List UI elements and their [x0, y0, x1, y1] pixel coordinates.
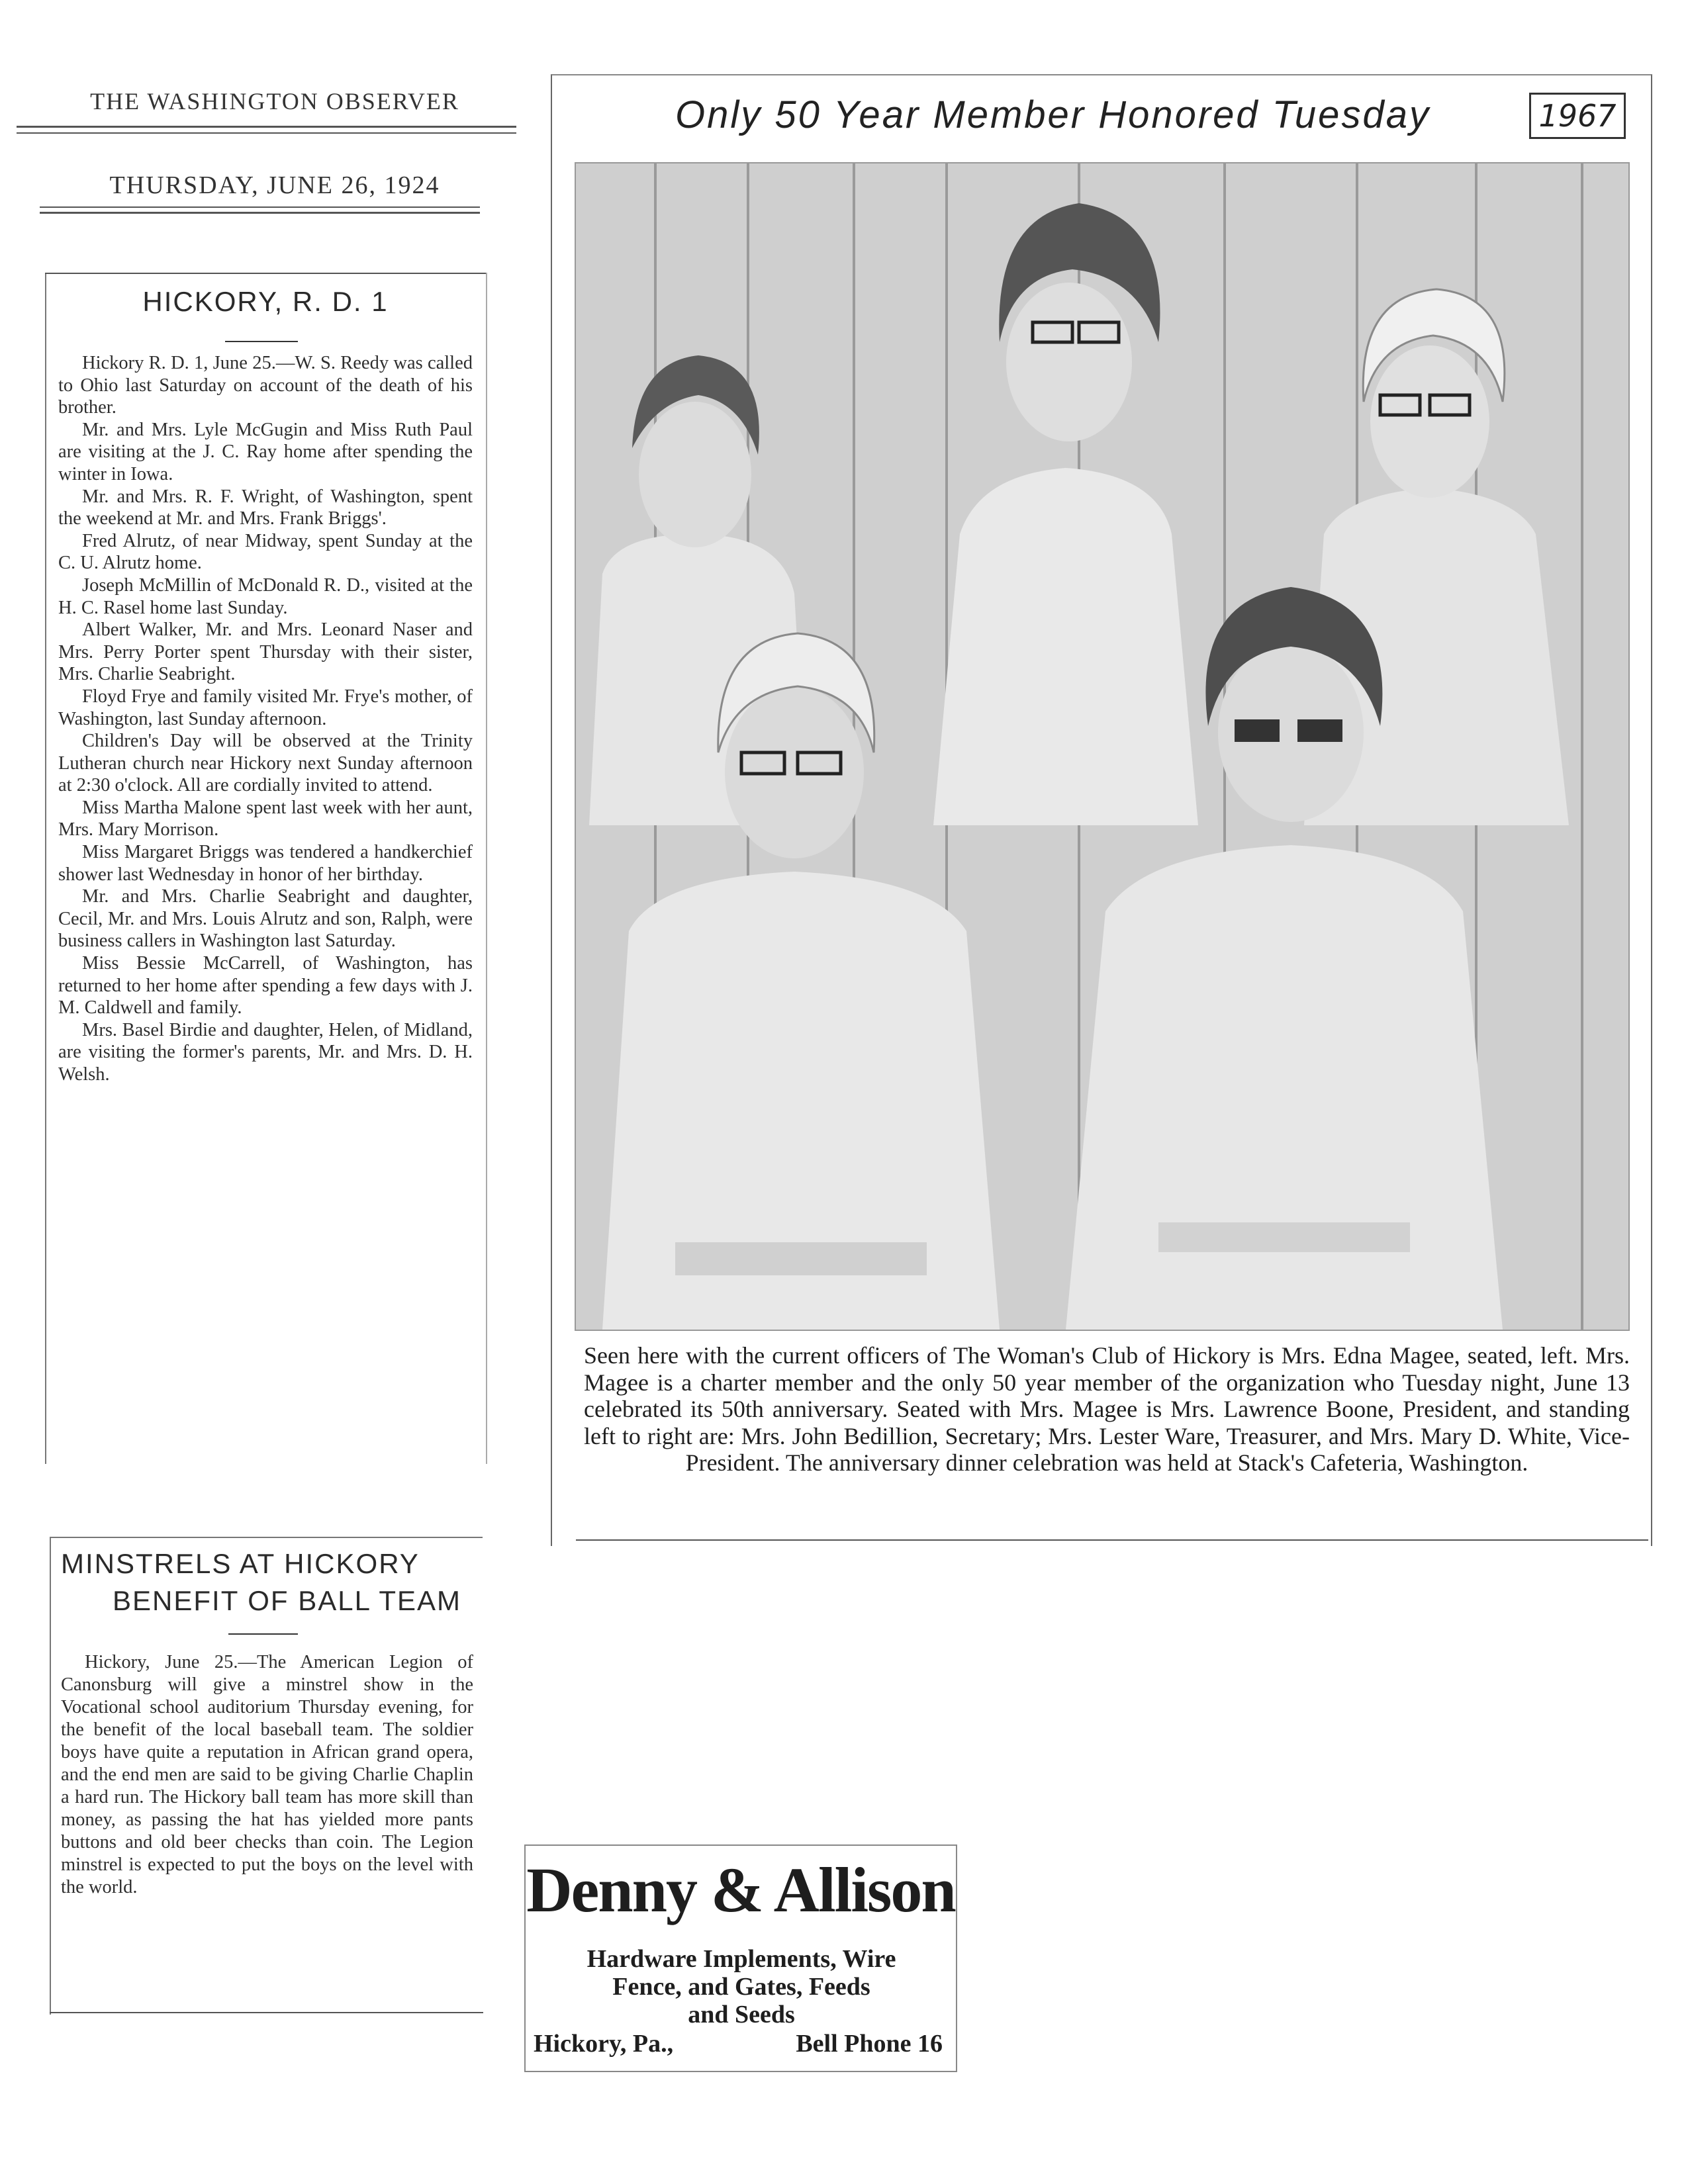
news-item: Fred Alrutz, of near Midway, spent Sunday at the C. U. Alrutz home. [58, 530, 473, 574]
photo-caption: Seen here with the current officers of The Woman's Club of Hickory is Mrs. Edna Magee, seated, left. Mrs. Magee is a charter member and the only 50 year member of the organization who Tuesday night, June 13 celebrated its 50th anniversary. Seated with Mrs. Magee is Mrs. Lawrence Boone, President, and standing left to right are: Mrs. John Bedillion, Secretary; Mrs. Lester Ware, Treasurer, and Mrs. Mary D. White, Vice-President. The anniversary dinner celebration was held at Stack's Cafeteria, Washington. [584, 1342, 1630, 1476]
ad-location: Hickory, Pa., [534, 2030, 674, 2058]
news-item: Miss Margaret Briggs was tendered a handkerchief shower last Wednesday in honor of her birthday. [58, 842, 473, 885]
ad-line: Hardware Implements, Wire [586, 1945, 896, 1973]
minstrels-bottom-rule [50, 2012, 483, 2013]
heading-divider [225, 341, 298, 342]
hickory-column-body [58, 352, 473, 1086]
column-top-rule [45, 273, 486, 274]
news-item: Mrs. Basel Birdie and daughter, Helen, of Midland, are visiting the former's parents, Mr. and Mrs. D. H. Welsh. [58, 1019, 473, 1085]
masthead-rule [17, 132, 516, 134]
minstrels-heading [61, 1545, 485, 1619]
news-item: Mr. and Mrs. Lyle McGugin and Miss Ruth Paul are visiting at the J. C. Ray home after spending the winter in Iowa. [58, 419, 473, 484]
date-rule [40, 212, 480, 214]
news-item: Miss Martha Malone spent last week with her aunt, Mrs. Mary Morrison. [58, 797, 473, 841]
group-photo [575, 162, 1630, 1331]
caption-bottom-rule [576, 1539, 1648, 1541]
news-item: Hickory R. D. 1, June 25.—W. S. Reedy was called to Ohio last Saturday on account of the death of his brother. [58, 353, 473, 418]
ad-line: and Seeds [688, 2001, 795, 2028]
ad-contact-row [534, 2029, 943, 2058]
year-annotation: 1967 [1529, 93, 1626, 139]
newspaper-name: THE WASHINGTON OBSERVER [90, 88, 459, 114]
ad-phone: Bell Phone 16 [796, 2030, 943, 2058]
minstrels-text: Hickory, June 25.—The American Legion of Canonsburg will give a minstrel show in the Vocational school auditorium Thursday evening, for the benefit of the local baseball team. The soldier boys have quite a reputation in African grand opera, and the end men are said to be giving Charlie Chaplin a hard run. The Hickory ball team has more skill than money, as passing the hat has yielded more pants buttons and old beer checks than coin. The Legion minstrel is expected to put the boys on the level with the world. [61, 1652, 473, 1897]
group-photo-illustration [576, 163, 1628, 1330]
news-item: Albert Walker, Mr. and Mrs. Leonard Naser and Mrs. Perry Porter spent Thursday with their sister, Mrs. Charlie Seabright. [58, 619, 473, 685]
heading-divider [228, 1633, 298, 1635]
ad-line: Fence, and Gates, Feeds [612, 1973, 870, 2001]
masthead-rule [17, 126, 516, 128]
news-item: Mr. and Mrs. Charlie Seabright and daughter, Cecil, Mr. and Mrs. Louis Alrutz and son, Ralph, were business callers in Washington last Saturday. [58, 886, 473, 952]
news-item: Miss Bessie McCarrell, of Washington, has returned to her home after spending a few days with J. M. Caldwell and family. [58, 953, 473, 1019]
issue-date: THURSDAY, JUNE 26, 1924 [109, 171, 440, 199]
article-headline: Only 50 Year Member Honored Tuesday [675, 93, 1430, 136]
news-item: Children's Day will be observed at the Trinity Lutheran church near Hickory next Sunday afternoon at 2:30 o'clock. All are cordially invited to attend. [58, 731, 473, 796]
minstrels-heading-line2: BENEFIT OF BALL TEAM [113, 1585, 462, 1616]
hickory-heading: HICKORY, R. D. 1 [142, 286, 389, 317]
date-rule [40, 206, 480, 208]
news-item: Mr. and Mrs. R. F. Wright, of Washington, spent the weekend at Mr. and Mrs. Frank Briggs'. [58, 486, 473, 529]
minstrels-heading-line1: MINSTRELS AT HICKORY [61, 1548, 420, 1579]
minstrels-body [61, 1651, 473, 1899]
news-item: Floyd Frye and family visited Mr. Frye's mother, of Washington, last Sunday afternoon. [58, 686, 473, 729]
ad-business-name: Denny & Allison [526, 1854, 955, 1925]
news-item: Joseph McMillin of McDonald R. D., visited at the H. C. Rasel home last Sunday. [58, 574, 473, 618]
